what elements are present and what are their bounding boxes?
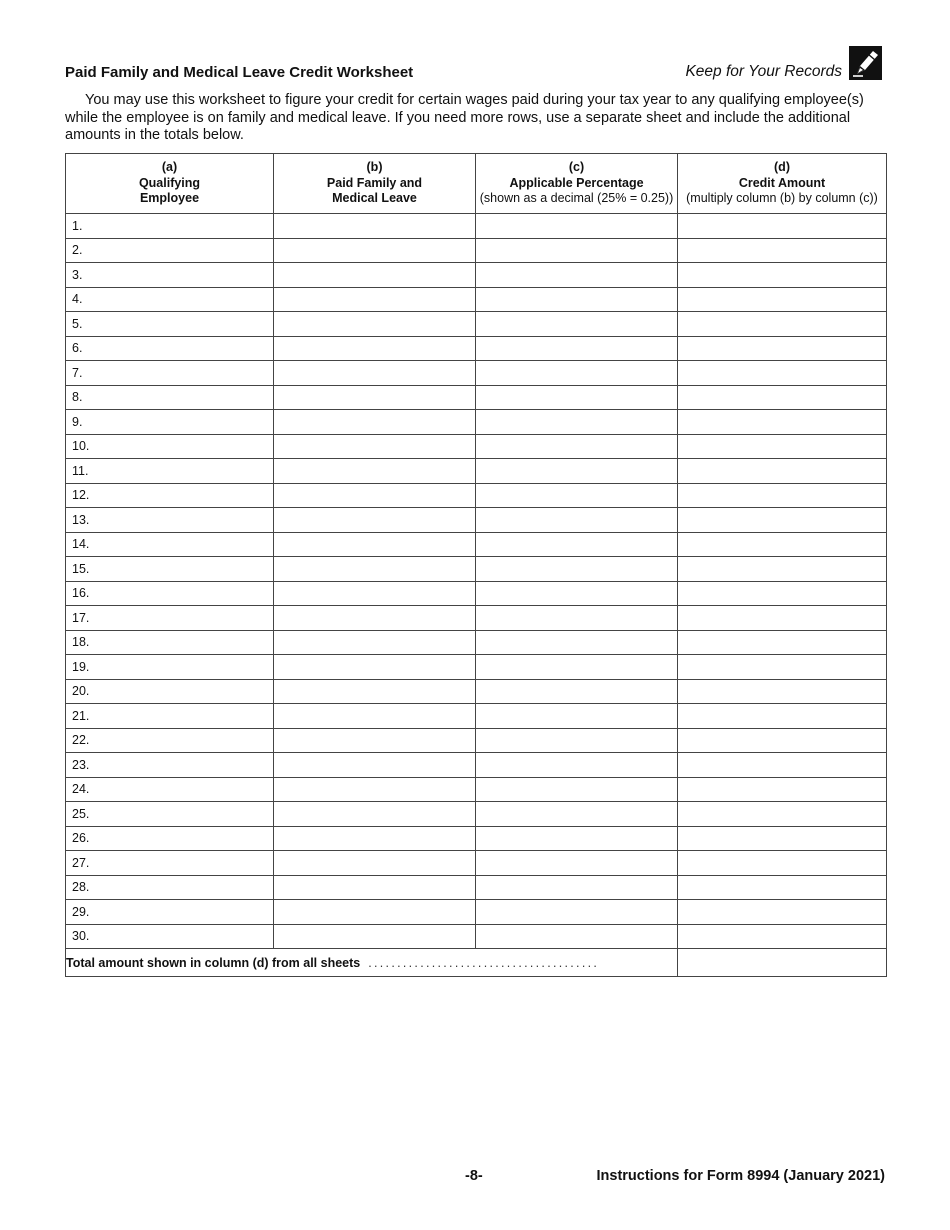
paid-leave-field[interactable]	[274, 606, 476, 631]
percentage-field[interactable]	[476, 606, 678, 631]
percentage-field[interactable]	[476, 777, 678, 802]
table-row	[66, 459, 887, 484]
paid-leave-field[interactable]	[274, 826, 476, 851]
row-number: 11.	[72, 463, 89, 478]
row-number: 26.	[72, 831, 90, 846]
page-number: -8-	[465, 1168, 483, 1184]
paid-leave-field[interactable]	[274, 385, 476, 410]
paid-leave-field[interactable]	[274, 679, 476, 704]
table-row	[66, 287, 887, 312]
credit-amount-field[interactable]	[678, 385, 887, 410]
worksheet-title: Paid Family and Medical Leave Credit Worksheet	[65, 64, 414, 81]
table-row	[66, 875, 887, 900]
paid-leave-field[interactable]	[274, 704, 476, 729]
row-employee-cell[interactable]	[66, 263, 274, 288]
credit-amount-field[interactable]	[678, 875, 887, 900]
paid-leave-field[interactable]	[274, 557, 476, 582]
credit-amount-field[interactable]	[678, 434, 887, 459]
row-number: 5.	[72, 316, 83, 331]
total-amount-field[interactable]	[678, 949, 887, 977]
intro-paragraph: You may use this worksheet to figure your credit for certain wages paid during your tax year to any qualifying employee(s) while the employee is on family and medical leave. If you need more rows, use a separate sheet and include the additional amounts in the totals below.	[65, 92, 864, 143]
percentage-field[interactable]	[476, 851, 678, 876]
row-number: 24.	[72, 782, 90, 797]
paid-leave-field[interactable]	[274, 581, 476, 606]
row-employee-cell[interactable]	[66, 508, 274, 533]
row-employee-cell[interactable]	[66, 361, 274, 386]
credit-amount-field[interactable]	[678, 581, 887, 606]
paid-leave-field[interactable]	[274, 459, 476, 484]
paid-leave-field[interactable]	[274, 851, 476, 876]
row-employee-cell[interactable]	[66, 238, 274, 263]
percentage-field[interactable]	[476, 214, 678, 239]
table-row	[66, 704, 887, 729]
keep-records-label: Keep for Your Records	[685, 63, 842, 80]
credit-amount-field[interactable]	[678, 851, 887, 876]
percentage-field[interactable]	[476, 679, 678, 704]
row-employee-cell[interactable]	[66, 214, 274, 239]
row-number: 10.	[72, 439, 90, 454]
credit-amount-field[interactable]	[678, 802, 887, 827]
percentage-field[interactable]	[476, 630, 678, 655]
paid-leave-field[interactable]	[274, 753, 476, 778]
column-header-b: (b) Paid Family and Medical Leave	[274, 154, 476, 214]
table-row	[66, 630, 887, 655]
credit-amount-field[interactable]	[678, 287, 887, 312]
paid-leave-field[interactable]	[274, 728, 476, 753]
percentage-field[interactable]	[476, 581, 678, 606]
percentage-field[interactable]	[476, 361, 678, 386]
row-number: 20.	[72, 684, 90, 699]
table-row	[66, 777, 887, 802]
row-number: 29.	[72, 904, 90, 919]
paid-leave-field[interactable]	[274, 238, 476, 263]
column-header-row	[66, 154, 887, 214]
percentage-field[interactable]	[476, 385, 678, 410]
column-header-d: (d) Credit Amount (multiply column (b) by column (c))	[678, 154, 887, 214]
row-employee-cell[interactable]	[66, 410, 274, 435]
row-employee-cell[interactable]	[66, 287, 274, 312]
worksheet-table	[65, 153, 887, 977]
row-employee-cell[interactable]	[66, 900, 274, 925]
paid-leave-field[interactable]	[274, 410, 476, 435]
percentage-field[interactable]	[476, 287, 678, 312]
credit-amount-field[interactable]	[678, 263, 887, 288]
row-employee-cell[interactable]	[66, 557, 274, 582]
row-employee-cell[interactable]	[66, 728, 274, 753]
percentage-field[interactable]	[476, 728, 678, 753]
credit-amount-field[interactable]	[678, 361, 887, 386]
row-number: 28.	[72, 880, 90, 895]
paid-leave-field[interactable]	[274, 434, 476, 459]
row-employee-cell[interactable]	[66, 630, 274, 655]
percentage-field[interactable]	[476, 655, 678, 680]
percentage-field[interactable]	[476, 875, 678, 900]
paid-leave-field[interactable]	[274, 777, 476, 802]
row-number: 13.	[72, 512, 90, 527]
table-row	[66, 802, 887, 827]
row-number: 2.	[72, 243, 83, 258]
row-number: 7.	[72, 365, 83, 380]
column-header-a: (a) Qualifying Employee	[66, 154, 274, 214]
row-employee-cell[interactable]	[66, 826, 274, 851]
credit-amount-field[interactable]	[678, 214, 887, 239]
credit-amount-field[interactable]	[678, 704, 887, 729]
table-row	[66, 336, 887, 361]
row-employee-cell[interactable]	[66, 385, 274, 410]
row-number: 4.	[72, 292, 83, 307]
row-employee-cell[interactable]	[66, 802, 274, 827]
paid-leave-field[interactable]	[274, 802, 476, 827]
percentage-field[interactable]	[476, 753, 678, 778]
percentage-field[interactable]	[476, 483, 678, 508]
table-row	[66, 557, 887, 582]
table-row	[66, 263, 887, 288]
row-employee-cell[interactable]	[66, 532, 274, 557]
row-number: 22.	[72, 733, 90, 748]
percentage-field[interactable]	[476, 238, 678, 263]
row-employee-cell[interactable]	[66, 459, 274, 484]
percentage-field[interactable]	[476, 802, 678, 827]
paid-leave-field[interactable]	[274, 630, 476, 655]
table-row	[66, 753, 887, 778]
row-number: 30.	[72, 929, 90, 944]
row-number: 8.	[72, 390, 83, 405]
table-row	[66, 655, 887, 680]
row-number: 3.	[72, 267, 83, 282]
percentage-field[interactable]	[476, 508, 678, 533]
percentage-field[interactable]	[476, 336, 678, 361]
row-number: 27.	[72, 855, 90, 870]
table-row	[66, 924, 887, 949]
row-employee-cell[interactable]	[66, 777, 274, 802]
paid-leave-field[interactable]	[274, 655, 476, 680]
row-employee-cell[interactable]	[66, 434, 274, 459]
paid-leave-field[interactable]	[274, 508, 476, 533]
table-row	[66, 385, 887, 410]
table-row	[66, 581, 887, 606]
paid-leave-field[interactable]	[274, 336, 476, 361]
row-employee-cell[interactable]	[66, 336, 274, 361]
percentage-field[interactable]	[476, 263, 678, 288]
credit-amount-field[interactable]	[678, 606, 887, 631]
credit-amount-field[interactable]	[678, 238, 887, 263]
table-row	[66, 238, 887, 263]
credit-amount-field[interactable]	[678, 753, 887, 778]
total-row	[66, 949, 887, 977]
table-row	[66, 312, 887, 337]
table-row	[66, 410, 887, 435]
table-row	[66, 900, 887, 925]
table-row	[66, 679, 887, 704]
percentage-field[interactable]	[476, 557, 678, 582]
paid-leave-field[interactable]	[274, 263, 476, 288]
paid-leave-field[interactable]	[274, 924, 476, 949]
row-employee-cell[interactable]	[66, 875, 274, 900]
credit-amount-field[interactable]	[678, 655, 887, 680]
table-row	[66, 508, 887, 533]
percentage-field[interactable]	[476, 826, 678, 851]
table-row	[66, 826, 887, 851]
percentage-field[interactable]	[476, 312, 678, 337]
credit-amount-field[interactable]	[678, 508, 887, 533]
paid-leave-field[interactable]	[274, 312, 476, 337]
row-employee-cell[interactable]	[66, 581, 274, 606]
percentage-field[interactable]	[476, 410, 678, 435]
row-employee-cell[interactable]	[66, 483, 274, 508]
row-number: 12.	[72, 488, 90, 503]
row-number: 16.	[72, 586, 90, 601]
row-number: 25.	[72, 806, 90, 821]
credit-amount-field[interactable]	[678, 312, 887, 337]
row-number: 6.	[72, 341, 83, 356]
credit-amount-field[interactable]	[678, 483, 887, 508]
paid-leave-field[interactable]	[274, 875, 476, 900]
table-row	[66, 606, 887, 631]
credit-amount-field[interactable]	[678, 336, 887, 361]
credit-amount-field[interactable]	[678, 900, 887, 925]
percentage-field[interactable]	[476, 459, 678, 484]
paid-leave-field[interactable]	[274, 483, 476, 508]
pencil-record-icon	[849, 46, 882, 80]
percentage-field[interactable]	[476, 924, 678, 949]
percentage-field[interactable]	[476, 704, 678, 729]
row-employee-cell[interactable]	[66, 924, 274, 949]
paid-leave-field[interactable]	[274, 361, 476, 386]
table-row	[66, 434, 887, 459]
credit-amount-field[interactable]	[678, 459, 887, 484]
table-row	[66, 532, 887, 557]
credit-amount-field[interactable]	[678, 679, 887, 704]
credit-amount-field[interactable]	[678, 826, 887, 851]
row-employee-cell[interactable]	[66, 679, 274, 704]
row-number: 19.	[72, 659, 90, 674]
row-employee-cell[interactable]	[66, 312, 274, 337]
row-number: 23.	[72, 757, 90, 772]
paid-leave-field[interactable]	[274, 287, 476, 312]
total-label: Total amount shown in column (d) from all sheets ........................................	[66, 949, 678, 977]
row-employee-cell[interactable]	[66, 704, 274, 729]
percentage-field[interactable]	[476, 900, 678, 925]
credit-amount-field[interactable]	[678, 924, 887, 949]
row-number: 17.	[72, 610, 90, 625]
paid-leave-field[interactable]	[274, 532, 476, 557]
credit-amount-field[interactable]	[678, 728, 887, 753]
percentage-field[interactable]	[476, 434, 678, 459]
paid-leave-field[interactable]	[274, 900, 476, 925]
row-employee-cell[interactable]	[66, 753, 274, 778]
row-employee-cell[interactable]	[66, 606, 274, 631]
column-header-c: (c) Applicable Percentage (shown as a decimal (25% = 0.25))	[476, 154, 678, 214]
table-row	[66, 483, 887, 508]
paid-leave-field[interactable]	[274, 214, 476, 239]
row-number: 18.	[72, 635, 90, 650]
row-number: 14.	[72, 537, 90, 552]
table-row	[66, 214, 887, 239]
row-number: 15.	[72, 561, 90, 576]
table-row	[66, 361, 887, 386]
credit-amount-field[interactable]	[678, 630, 887, 655]
credit-amount-field[interactable]	[678, 557, 887, 582]
table-row	[66, 728, 887, 753]
table-row	[66, 851, 887, 876]
row-number: 9.	[72, 414, 83, 429]
form-footer: Instructions for Form 8994 (January 2021)	[596, 1168, 885, 1184]
row-number: 1.	[72, 218, 83, 233]
percentage-field[interactable]	[476, 532, 678, 557]
row-number: 21.	[72, 708, 90, 723]
credit-amount-field[interactable]	[678, 410, 887, 435]
row-employee-cell[interactable]	[66, 655, 274, 680]
credit-amount-field[interactable]	[678, 532, 887, 557]
credit-amount-field[interactable]	[678, 777, 887, 802]
row-employee-cell[interactable]	[66, 851, 274, 876]
